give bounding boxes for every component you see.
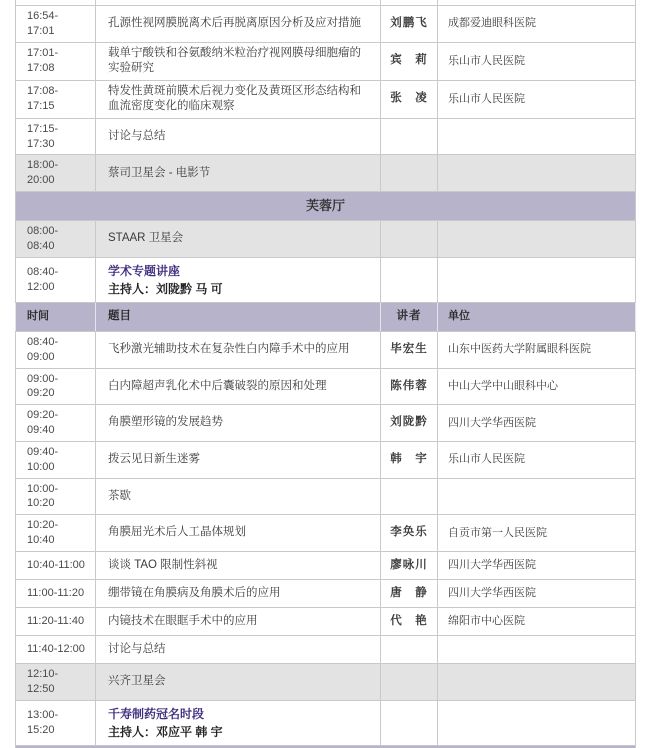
time-cell: 16:54-17:01 xyxy=(16,6,96,43)
schedule-row-colheader xyxy=(16,302,636,331)
schedule-row-talk xyxy=(16,331,636,368)
time-cell: 10:20-10:40 xyxy=(16,515,96,552)
schedule-row-talk xyxy=(16,118,636,155)
unit-cell: 四川大学华西医院 xyxy=(438,551,636,579)
schedule-row-talk xyxy=(16,6,636,43)
talk-title-cell: 讨论与总结 xyxy=(96,635,381,663)
speaker-cell xyxy=(381,155,438,192)
agenda-table xyxy=(15,0,636,748)
unit-cell xyxy=(438,118,636,155)
time-cell: 11:20-11:40 xyxy=(16,607,96,635)
speaker-cell: 廖咏川 xyxy=(381,551,438,579)
speaker-cell: 韩 宇 xyxy=(381,441,438,478)
talk-title-cell: 孔源性视网膜脱离术后再脱离原因分析及应对措施 xyxy=(96,6,381,43)
cutoff-header-strip xyxy=(16,745,636,748)
schedule-row-talk xyxy=(16,405,636,442)
unit-cell xyxy=(438,257,636,302)
column-header-unit: 单位 xyxy=(438,302,636,331)
time-cell: 12:10-12:50 xyxy=(16,663,96,700)
time-cell: 09:20-09:40 xyxy=(16,405,96,442)
time-cell: 08:40-09:00 xyxy=(16,331,96,368)
speaker-cell: 张 凌 xyxy=(381,80,438,118)
speaker-cell: 代 艳 xyxy=(381,607,438,635)
speaker-cell xyxy=(381,118,438,155)
speaker-cell xyxy=(381,663,438,700)
talk-title-cell: 特发性黄斑前膜术后视力变化及黄斑区形态结构和血流密度变化的临床观察 xyxy=(96,80,381,118)
schedule-row-talk xyxy=(16,515,636,552)
time-cell: 08:40-12:00 xyxy=(16,257,96,302)
session-header-cell xyxy=(96,700,381,745)
time-cell: 18:00-20:00 xyxy=(16,155,96,192)
time-cell: 13:00-15:20 xyxy=(16,700,96,745)
schedule-row-talk xyxy=(16,579,636,607)
talk-title-cell: 白内障超声乳化术中后囊破裂的原因和处理 xyxy=(96,368,381,405)
session-title: 学术专题讲座 xyxy=(108,263,181,278)
time-cell: 10:00-10:20 xyxy=(16,478,96,515)
talk-title-cell: 内镜技术在眼眶手术中的应用 xyxy=(96,607,381,635)
session-chairs: 主持人：邓应平 韩 宇 xyxy=(108,724,223,739)
unit-cell: 绵阳市中心医院 xyxy=(438,607,636,635)
unit-cell: 中山大学中山眼科中心 xyxy=(438,368,636,405)
session-header-cell xyxy=(96,257,381,302)
unit-cell xyxy=(438,700,636,745)
unit-cell xyxy=(438,478,636,515)
talk-title-cell: 飞秒激光辅助技术在复杂性白内障手术中的应用 xyxy=(96,331,381,368)
session-title: 千寿制药冠名时段 xyxy=(108,706,205,721)
speaker-cell: 刘陇黔 xyxy=(381,405,438,442)
schedule-row-talk xyxy=(16,42,636,80)
talk-title-cell: 茶歇 xyxy=(96,478,381,515)
schedule-row-talk xyxy=(16,635,636,663)
talk-title-cell: 讨论与总结 xyxy=(96,118,381,155)
column-header-time: 时间 xyxy=(16,302,96,331)
unit-cell: 成都爱迪眼科医院 xyxy=(438,6,636,43)
unit-cell: 乐山市人民医院 xyxy=(438,80,636,118)
unit-cell: 四川大学华西医院 xyxy=(438,405,636,442)
speaker-cell: 刘鹏飞 xyxy=(381,6,438,43)
speaker-cell xyxy=(381,257,438,302)
schedule-row-talk xyxy=(16,478,636,515)
talk-title-cell: STAAR 卫星会 xyxy=(96,221,381,258)
unit-cell: 自贡市第一人民医院 xyxy=(438,515,636,552)
unit-cell: 山东中医药大学附属眼科医院 xyxy=(438,331,636,368)
speaker-cell xyxy=(381,478,438,515)
session-chairs: 主持人：刘陇黔 马 可 xyxy=(108,281,223,296)
schedule-row-session xyxy=(16,257,636,302)
time-cell: 11:40-12:00 xyxy=(16,635,96,663)
schedule-row-talk xyxy=(16,368,636,405)
column-header-speaker: 讲者 xyxy=(381,302,438,331)
speaker-cell: 宾 莉 xyxy=(381,42,438,80)
unit-cell: 乐山市人民医院 xyxy=(438,42,636,80)
schedule-row-strip xyxy=(16,745,636,748)
unit-cell xyxy=(438,155,636,192)
agenda-body xyxy=(16,0,636,748)
column-header-title: 题目 xyxy=(96,302,381,331)
schedule-row-satellite xyxy=(16,663,636,700)
schedule-row-satellite xyxy=(16,221,636,258)
unit-cell xyxy=(438,635,636,663)
unit-cell: 乐山市人民医院 xyxy=(438,441,636,478)
speaker-cell xyxy=(381,700,438,745)
speaker-cell xyxy=(381,221,438,258)
schedule-row-talk xyxy=(16,441,636,478)
speaker-cell: 陈伟蓉 xyxy=(381,368,438,405)
time-cell: 09:40-10:00 xyxy=(16,441,96,478)
time-cell: 10:40-11:00 xyxy=(16,551,96,579)
speaker-cell: 毕宏生 xyxy=(381,331,438,368)
schedule-row-talk xyxy=(16,80,636,118)
speaker-cell: 唐 静 xyxy=(381,579,438,607)
speaker-cell: 李奂乐 xyxy=(381,515,438,552)
unit-cell: 四川大学华西医院 xyxy=(438,579,636,607)
schedule-row-satellite xyxy=(16,155,636,192)
time-cell: 09:00-09:20 xyxy=(16,368,96,405)
talk-title-cell: 拨云见日新生迷雾 xyxy=(96,441,381,478)
talk-title-cell: 载单宁酸铁和谷氨酸纳米粒治疗视网膜母细胞瘤的实验研究 xyxy=(96,42,381,80)
talk-title-cell: 谈谈 TAO 限制性斜视 xyxy=(96,551,381,579)
unit-cell xyxy=(438,221,636,258)
talk-title-cell: 兴齐卫星会 xyxy=(96,663,381,700)
time-cell: 17:01-17:08 xyxy=(16,42,96,80)
talk-title-cell: 蔡司卫星会 - 电影节 xyxy=(96,155,381,192)
schedule-row-talk xyxy=(16,551,636,579)
schedule-row-session xyxy=(16,700,636,745)
speaker-cell xyxy=(381,635,438,663)
talk-title-cell: 角膜屈光术后人工晶体规划 xyxy=(96,515,381,552)
unit-cell xyxy=(438,663,636,700)
venue-band-cell: 芙蓉厅 xyxy=(16,192,636,221)
talk-title-cell: 角膜塑形镜的发展趋势 xyxy=(96,405,381,442)
talk-title-cell: 绷带镜在角膜病及角膜术后的应用 xyxy=(96,579,381,607)
schedule-row-talk xyxy=(16,607,636,635)
time-cell: 17:15-17:30 xyxy=(16,118,96,155)
schedule-row-venue xyxy=(16,192,636,221)
time-cell: 08:00-08:40 xyxy=(16,221,96,258)
time-cell: 17:08-17:15 xyxy=(16,80,96,118)
time-cell: 11:00-11:20 xyxy=(16,579,96,607)
